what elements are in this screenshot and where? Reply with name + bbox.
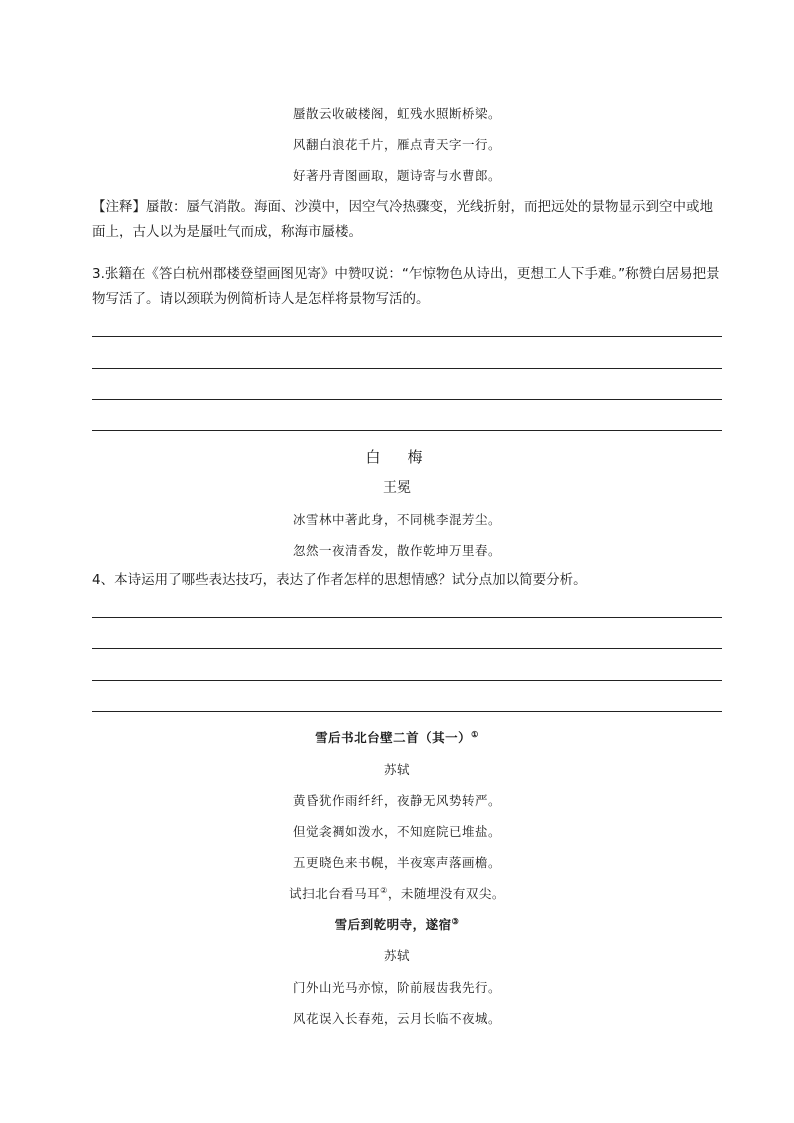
poem2-author: 王冕 [383, 480, 411, 496]
footnote-mark: ② [380, 886, 388, 895]
poem3-title-text: 雪后书北台壁二首（其一） [315, 730, 472, 745]
poem4-title [0, 915, 794, 933]
answer-line[interactable] [92, 680, 722, 681]
annotation-label: 【注释】 [92, 199, 146, 215]
poem1-line-1: 蜃散云收破楼阁，虹残水照断桥梁。 [292, 106, 501, 121]
question-4: 4、本诗运用了哪些表达技巧，表达了作者怎样的思想情感？试分点加以简要分析。 [92, 572, 587, 588]
poem3-line-4 [0, 884, 794, 902]
poem4-title-text: 雪后到乾明寺，遂宿 [334, 917, 452, 932]
poem3-line-3: 五更晓色来书幌，半夜寒声落画檐。 [292, 855, 501, 870]
poem1-line-3: 好著丹青图画取，题诗寄与水曹郎。 [292, 168, 501, 183]
poem3-author: 苏轼 [383, 762, 410, 777]
poem2-title: 白 梅 [365, 448, 429, 466]
poem1-line-2: 风翻白浪花千片，雁点青天字一行。 [292, 137, 501, 152]
poem3-line-4-part-b: ，未随埋没有双尖。 [387, 886, 505, 901]
poem1-annotation [92, 195, 724, 245]
poem2-line-1: 冰雪林中著此身，不同桃李混芳尘。 [292, 512, 501, 527]
poem3-line-1: 黄昏犹作雨纤纤，夜静无风势转严。 [292, 793, 501, 808]
answer-line[interactable] [92, 336, 722, 337]
answer-line[interactable] [92, 399, 722, 400]
question-3: 3.张籍在《答白杭州郡楼登望画图见寄》中赞叹说：“乍惊物色从诗出，更想工人下手难。”称赞白居易把景物写活了。请以颈联为例简析诗人是怎样将景物写活的。 [92, 266, 720, 307]
answer-line[interactable] [92, 368, 722, 369]
poem4-line-1: 门外山光马亦惊，阶前屐齿我先行。 [292, 980, 501, 995]
poem3-line-4-part-a: 试扫北台看马耳 [289, 886, 381, 901]
footnote-mark: ③ [451, 916, 460, 926]
poem2-line-2: 忽然一夜清香发，散作乾坤万里春。 [292, 543, 501, 558]
footnote-mark: ① [471, 729, 479, 739]
answer-line[interactable] [92, 711, 722, 712]
annotation-text: 蜃散：蜃气消散。海面、沙漠中，因空气冷热骤变，光线折射，而把远处的景物显示到空中或地面上，古人以为是蜃吐气而成，称海市蜃楼。 [92, 199, 713, 240]
poem4-line-2: 风花误入长春苑，云月长临不夜城。 [292, 1011, 501, 1026]
answer-line[interactable] [92, 430, 722, 431]
poem3-line-2: 但觉衾裯如泼水，不知庭院已堆盐。 [292, 824, 501, 839]
poem3-title [0, 728, 794, 746]
poem4-author: 苏轼 [383, 948, 410, 963]
answer-line[interactable] [92, 648, 722, 649]
answer-line[interactable] [92, 617, 722, 618]
